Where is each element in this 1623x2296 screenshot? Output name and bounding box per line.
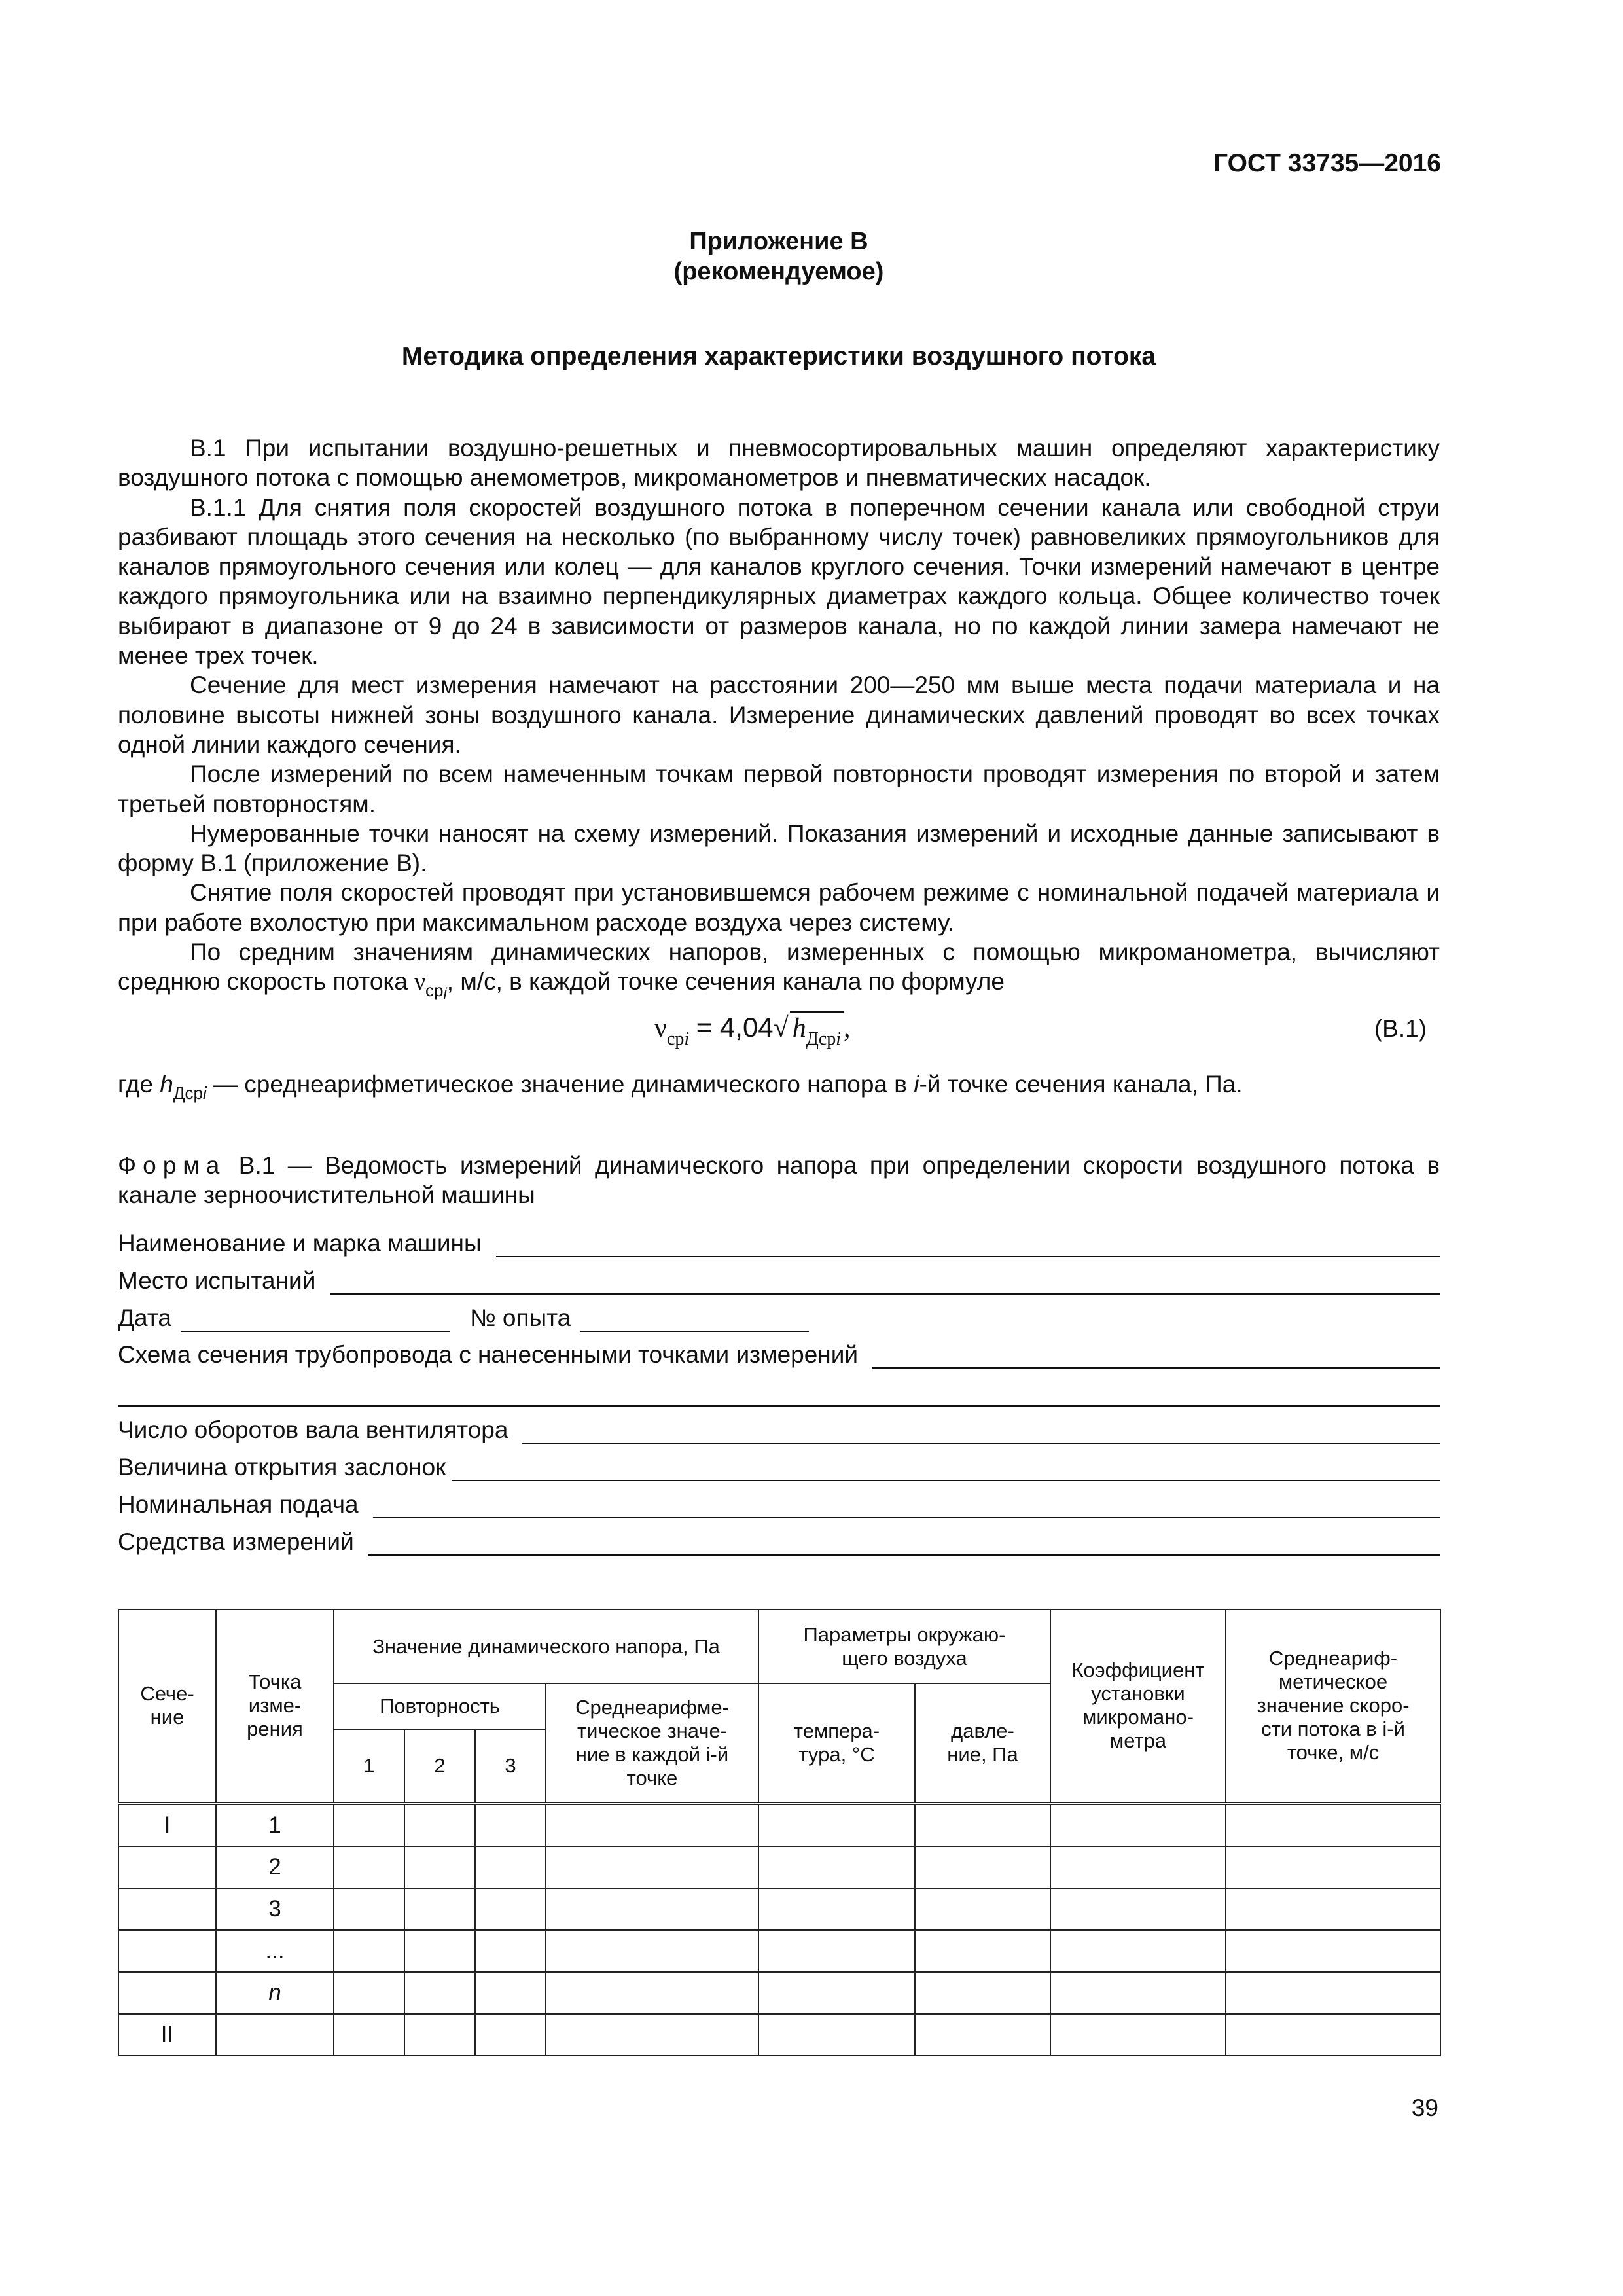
paragraph: Сечение для мест измерения намечают на расстоянии 200—250 мм выше места подачи материала и на половине высоты нижней зоны воздушного канала. Измерение динамических давлений проводят во всех точках одной линии каждого сечения. xyxy=(118,672,1440,758)
cell-empty[interactable] xyxy=(546,1846,758,1888)
field-scheme[interactable]: Схема сечения трубопровода с нанесенными точками измерений xyxy=(118,1337,1440,1369)
cell-empty[interactable] xyxy=(1050,1846,1226,1888)
cell-empty[interactable] xyxy=(1050,1930,1226,1972)
cell-point: n xyxy=(216,1972,334,2014)
field-scheme-continued[interactable] xyxy=(118,1375,1440,1407)
measurements-table xyxy=(118,1609,1441,2056)
paragraph: В.1 При испытании воздушно-решетных и пневмосортировальных машин определяют характеристику воздушного потока с помощью анемометров, микроманометров и пневматических насадок. xyxy=(118,435,1440,492)
cell-empty[interactable] xyxy=(404,1803,475,1846)
appendix-title: Приложение В xyxy=(689,228,868,255)
cell-section xyxy=(118,1888,216,1930)
experiment-fill-line[interactable] xyxy=(580,1307,809,1332)
cell-empty[interactable] xyxy=(758,1803,915,1846)
paragraph: В.1.1 Для снятия поля скоростей воздушного потока в поперечном сечении канала или свободной струи разбивают площадь этого сечения на несколько (по выбранному числу точек) равновеликих прямоугольников для каналов прямоугольного сечения или колец — для каналов круглого сечения. Точки измерений намечают в центре каждого прямоугольника или на взаимно перпендикулярных диаметрах каждого кольца. Общее количество точек выбирают в диапазоне от 9 до 24 в зависимости от размеров канала, но по каждой линии замера намечают не менее трех точек. xyxy=(118,493,1440,670)
cell-empty[interactable] xyxy=(915,1972,1050,2014)
body-text xyxy=(118,433,1440,1003)
cell-empty[interactable] xyxy=(546,2014,758,2056)
cell-empty[interactable] xyxy=(1226,1803,1440,1846)
cell-empty[interactable] xyxy=(1050,1803,1226,1846)
fill-line[interactable] xyxy=(872,1344,1440,1369)
cell-empty[interactable] xyxy=(1050,2014,1226,2056)
cell-empty[interactable] xyxy=(915,2014,1050,2056)
field-fan-rpm[interactable]: Число оборотов вала вентилятора xyxy=(118,1412,1440,1444)
measurements-table-wrap xyxy=(118,1609,1440,2056)
form-caption: Форма В.1 — Ведомость измерений динамического напора при определении скорости воздушного потока в канале зерноочистительной машины xyxy=(118,1152,1440,1208)
field-machine-name[interactable]: Наименование и марка машины xyxy=(118,1226,1440,1257)
field-instruments[interactable]: Средства измерений xyxy=(118,1524,1440,1556)
cell-empty[interactable] xyxy=(1226,2014,1440,2056)
formula-number: (В.1) xyxy=(1374,1015,1427,1042)
header-rep-2: 2 xyxy=(404,1729,475,1803)
header-coefficient: Коэффициент установки микромано- метра xyxy=(1050,1609,1226,1803)
cell-point: 2 xyxy=(216,1846,334,1888)
cell-empty[interactable] xyxy=(546,1803,758,1846)
cell-empty[interactable] xyxy=(404,1930,475,1972)
date-fill-line[interactable] xyxy=(181,1307,450,1332)
cell-empty[interactable] xyxy=(915,1930,1050,1972)
table-row xyxy=(118,2014,1440,2056)
sqrt-icon: √ xyxy=(773,1013,789,1043)
cell-empty[interactable] xyxy=(915,1846,1050,1888)
header-repetition: Повторность xyxy=(334,1683,546,1729)
cell-empty[interactable] xyxy=(1226,1888,1440,1930)
cell-empty[interactable] xyxy=(334,2014,404,2056)
table-row xyxy=(118,1888,1440,1930)
cell-empty[interactable] xyxy=(1226,1930,1440,1972)
field-damper-opening[interactable]: Величина открытия заслонок xyxy=(118,1450,1440,1481)
cell-section xyxy=(118,1930,216,1972)
cell-empty[interactable] xyxy=(334,1803,404,1846)
header-dynamic-pressure: Значение динамического напора, Па xyxy=(334,1609,758,1683)
cell-empty[interactable] xyxy=(1050,1888,1226,1930)
standard-header: ГОСТ 33735—2016 xyxy=(1213,149,1441,177)
paragraph: После измерений по всем намеченным точкам первой повторности проводят измерения по второй и затем третьей повторностям. xyxy=(118,761,1440,817)
cell-empty[interactable] xyxy=(758,1972,915,2014)
header-mean-point: Среднеарифме- тическое значе- ние в каждой i-й точке xyxy=(546,1683,758,1803)
cell-empty[interactable] xyxy=(404,1888,475,1930)
header-section: Сече- ние xyxy=(118,1609,216,1803)
header-ambient: Параметры окружаю- щего воздуха xyxy=(758,1609,1050,1683)
cell-empty[interactable] xyxy=(758,2014,915,2056)
appendix-note: (рекомендуемое) xyxy=(673,258,884,285)
fill-line[interactable] xyxy=(452,1456,1440,1481)
header-temperature: темпера- тура, °С xyxy=(758,1683,915,1803)
table-row xyxy=(118,1972,1440,2014)
header-pressure: давле- ние, Па xyxy=(915,1683,1050,1803)
cell-empty[interactable] xyxy=(758,1930,915,1972)
cell-empty[interactable] xyxy=(1226,1972,1440,2014)
cell-empty[interactable] xyxy=(334,1888,404,1930)
cell-empty[interactable] xyxy=(334,1972,404,2014)
table-row xyxy=(118,1930,1440,1972)
cell-section xyxy=(118,1846,216,1888)
paragraph: Снятие поля скоростей проводят при установившемся рабочем режиме с номинальной подачей материала и при работе вхолостую при максимальном расходе воздуха через систему. xyxy=(118,879,1440,936)
paragraph: Нумерованные точки наносят на схему измерений. Показания измерений и исходные данные записывают в форму В.1 (приложение В). xyxy=(118,819,1440,877)
header-rep-1: 1 xyxy=(334,1729,404,1803)
cell-section: II xyxy=(118,2014,216,2056)
cell-empty[interactable] xyxy=(404,2014,475,2056)
fill-line[interactable] xyxy=(373,1494,1440,1518)
table-row xyxy=(118,1846,1440,1888)
header-rep-3: 3 xyxy=(475,1729,546,1803)
field-date-experiment[interactable]: Дата № опыта xyxy=(118,1300,1440,1332)
cell-empty[interactable] xyxy=(334,1930,404,1972)
paragraph-velocity: По средним значениям динамических напоров, измеренных с помощью микроманометра, вычисляют среднюю скорость потока $\nu_{срi}$, м/с, в каждой точке сечения канала по формуле xyxy=(118,939,1440,1003)
fill-line[interactable] xyxy=(368,1531,1440,1556)
fill-line[interactable] xyxy=(496,1232,1440,1257)
velocity-formula: $\nu_{срi} = 4,04√$ $h_{Дсрi}$, xyxy=(654,1012,851,1049)
field-nominal-feed[interactable]: Номинальная подача xyxy=(118,1487,1440,1518)
cell-section: I xyxy=(118,1803,216,1846)
header-point: Точка изме- рения xyxy=(216,1609,334,1803)
cell-empty[interactable] xyxy=(1050,1972,1226,2014)
cell-empty[interactable] xyxy=(475,1888,546,1930)
cell-empty[interactable] xyxy=(546,1972,758,2014)
formula-explanation: где $h_{Дсрi}$ — среднеарифметическое значение динамического напора в i-й точке сечения канала, Па. xyxy=(118,1071,1243,1103)
cell-empty[interactable] xyxy=(404,1846,475,1888)
cell-empty[interactable] xyxy=(915,1803,1050,1846)
cell-empty[interactable] xyxy=(475,1972,546,2014)
cell-section xyxy=(118,1972,216,2014)
page-number: 39 xyxy=(1411,2094,1438,2121)
cell-empty[interactable] xyxy=(758,1846,915,1888)
cell-point: ... xyxy=(216,1930,334,1972)
formula-block xyxy=(118,1011,1440,1064)
cell-empty[interactable] xyxy=(475,1846,546,1888)
field-test-place[interactable]: Место испытаний xyxy=(118,1263,1440,1295)
cell-empty[interactable] xyxy=(546,1930,758,1972)
cell-point: 3 xyxy=(216,1888,334,1930)
cell-empty[interactable] xyxy=(334,1846,404,1888)
header-mean-velocity: Среднеариф- метическое значение скоро- сти потока в i-й точке, м/с xyxy=(1226,1609,1440,1803)
cell-empty[interactable] xyxy=(475,1930,546,1972)
fill-line[interactable] xyxy=(522,1419,1440,1444)
cell-point xyxy=(216,2014,334,2056)
cell-empty[interactable] xyxy=(404,1972,475,2014)
cell-empty[interactable] xyxy=(758,1888,915,1930)
cell-empty[interactable] xyxy=(1226,1846,1440,1888)
table-row xyxy=(118,1803,1440,1846)
fill-line[interactable] xyxy=(330,1270,1440,1295)
cell-point: 1 xyxy=(216,1803,334,1846)
cell-empty[interactable] xyxy=(475,1803,546,1846)
fill-line[interactable] xyxy=(118,1382,1440,1407)
methodology-title: Методика определения характеристики воздушного потока xyxy=(401,342,1156,370)
cell-empty[interactable] xyxy=(915,1888,1050,1930)
cell-empty[interactable] xyxy=(475,2014,546,2056)
cell-empty[interactable] xyxy=(546,1888,758,1930)
